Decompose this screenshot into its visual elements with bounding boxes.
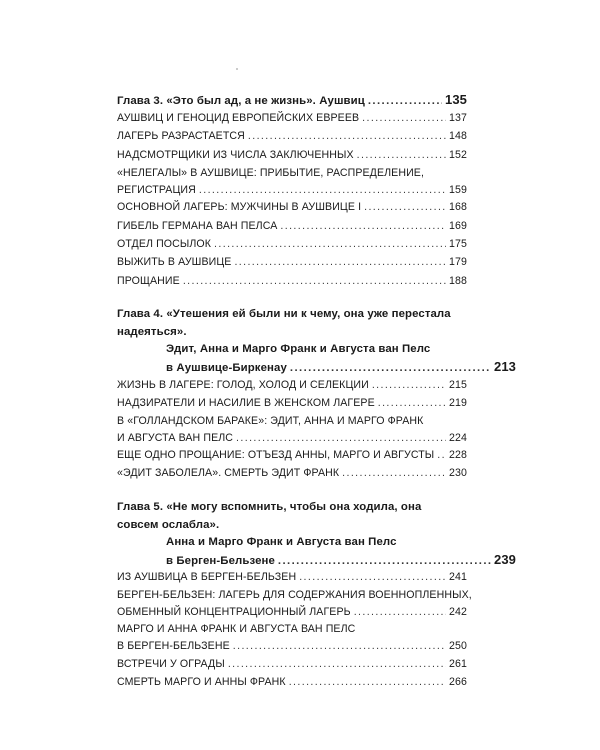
item-title: В БЕРГЕН-БЕЛЬЗЕНЕ xyxy=(117,640,230,652)
item-page: 224 xyxy=(449,432,467,444)
item-page: 137 xyxy=(449,112,467,124)
item-title: ВЫЖИТЬ В АУШВИЦЕ xyxy=(117,256,232,268)
dot-leader xyxy=(357,147,446,164)
toc-item xyxy=(117,621,467,655)
item-page: 159 xyxy=(449,184,467,196)
dot-leader xyxy=(372,377,446,394)
item-page: 241 xyxy=(449,571,467,583)
dot-leader xyxy=(364,199,446,216)
item-title: НАДЗИРАТЕЛИ И НАСИЛИЕ В ЖЕНСКОМ ЛАГЕРЕ xyxy=(117,397,375,409)
item-title: АУШВИЦ И ГЕНОЦИД ЕВРОПЕЙСКИХ ЕВРЕЕВ xyxy=(117,112,360,124)
toc-item xyxy=(117,199,467,216)
item-title-line1: БЕРГЕН-БЕЛЬЗЕН: ЛАГЕРЬ ДЛЯ СОДЕРЖАНИЯ ВОЕННОПЛЕННЫХ, xyxy=(117,589,472,601)
toc-item xyxy=(117,656,467,673)
item-page: 215 xyxy=(449,379,467,391)
item-title: ПРОЩАНИЕ xyxy=(117,275,180,287)
toc-item xyxy=(117,395,467,412)
item-title-line1: В «ГОЛЛАНДСКОМ БАРАКЕ»: ЭДИТ, АННА И МАРГО ФРАНК xyxy=(117,415,424,427)
dot-leader xyxy=(236,430,446,447)
toc-item xyxy=(117,236,467,253)
toc-item xyxy=(117,110,467,127)
item-title: И АВГУСТА ВАН ПЕЛС xyxy=(117,432,234,444)
toc-item xyxy=(117,165,467,199)
item-page: 179 xyxy=(449,256,467,268)
item-page: 219 xyxy=(449,397,467,409)
toc-item xyxy=(117,569,467,586)
chapter-5-subtitle xyxy=(117,533,516,570)
dot-leader xyxy=(354,604,446,621)
dot-leader xyxy=(368,92,442,110)
toc-item xyxy=(117,587,472,621)
dot-leader xyxy=(290,359,491,377)
dot-leader xyxy=(342,465,446,482)
item-page: 266 xyxy=(449,676,467,688)
item-title: ОСНОВНОЙ ЛАГЕРЬ: МУЖЧИНЫ В АУШВИЦЕ I xyxy=(117,201,362,213)
chapter-title-line2: надеяться». xyxy=(117,326,187,338)
dot-leader xyxy=(183,273,446,290)
page-speck xyxy=(236,68,238,70)
dot-leader xyxy=(278,552,491,570)
item-title: ИЗ АУШВИЦА В БЕРГЕН-БЕЛЬЗЕН xyxy=(117,571,297,583)
dot-leader xyxy=(248,128,446,145)
chapter-title: Глава 3. «Это был ад, а не жизнь». Аушвиц xyxy=(117,95,365,107)
item-title: СМЕРТЬ МАРГО И АННЫ ФРАНК xyxy=(117,676,286,688)
toc-item xyxy=(117,147,467,164)
item-page: 250 xyxy=(449,640,467,652)
toc-item xyxy=(117,218,467,235)
item-page: 188 xyxy=(449,275,467,287)
item-page: 261 xyxy=(449,658,467,670)
chapter-subtitle-line2: в Берген-Бельзене xyxy=(166,555,275,567)
item-title: ЛАГЕРЬ РАЗРАСТАЕТСЯ xyxy=(117,130,245,142)
dot-leader xyxy=(199,182,446,199)
chapter-3-heading xyxy=(117,91,467,110)
toc-item xyxy=(117,465,467,482)
item-title: ЕЩЕ ОДНО ПРОЩАНИЕ: ОТЪЕЗД АННЫ, МАРГО И АВГУСТЫ xyxy=(117,449,435,461)
dot-leader xyxy=(362,110,446,127)
dot-leader xyxy=(289,674,446,691)
toc-item xyxy=(117,413,467,447)
dot-leader xyxy=(437,447,446,464)
item-title: ВСТРЕЧИ У ОГРАДЫ xyxy=(117,658,225,670)
item-title: ЖИЗНЬ В ЛАГЕРЕ: ГОЛОД, ХОЛОД И СЕЛЕКЦИИ xyxy=(117,379,369,391)
dot-leader xyxy=(214,236,446,253)
chapter-page: 135 xyxy=(445,92,467,107)
chapter-4-subtitle xyxy=(117,340,516,377)
dot-leader xyxy=(228,656,446,673)
toc-item xyxy=(117,674,467,691)
item-page: 175 xyxy=(449,238,467,250)
chapter-4-heading xyxy=(117,305,467,341)
toc-item xyxy=(117,254,467,271)
item-page: 242 xyxy=(449,606,467,618)
chapter-5-heading xyxy=(117,498,467,534)
item-title: ОБМЕННЫЙ КОНЦЕНТРАЦИОННЫЙ ЛАГЕРЬ xyxy=(117,606,351,618)
item-page: 228 xyxy=(449,449,467,461)
dot-leader xyxy=(378,395,446,412)
item-title-line1: «НЕЛЕГАЛЫ» В АУШВИЦЕ: ПРИБЫТИЕ, РАСПРЕДЕЛЕНИЕ, xyxy=(117,167,425,179)
toc-item xyxy=(117,273,467,290)
chapter-title-line1: Глава 5. «Не могу вспомнить, чтобы она ходила, она xyxy=(117,501,422,513)
item-title-line1: МАРГО И АННА ФРАНК И АВГУСТА ВАН ПЕЛС xyxy=(117,623,356,635)
item-page: 168 xyxy=(449,201,467,213)
item-page: 169 xyxy=(449,220,467,232)
item-page: 148 xyxy=(449,130,467,142)
item-title: РЕГИСТРАЦИЯ xyxy=(117,184,196,196)
item-title: ОТДЕЛ ПОСЫЛОК xyxy=(117,238,212,250)
toc-item xyxy=(117,128,467,145)
item-page: 152 xyxy=(449,149,467,161)
chapter-title-line2: совсем ослабла». xyxy=(117,519,220,531)
chapter-subtitle-line1: Эдит, Анна и Марго Франк и Августа ван Пелс xyxy=(166,343,431,355)
dot-leader xyxy=(234,254,446,271)
chapter-subtitle-line1: Анна и Марго Франк и Августа ван Пелс xyxy=(166,536,397,548)
chapter-page: 213 xyxy=(494,359,516,374)
chapter-title-line1: Глава 4. «Утешения ей были ни к чему, она уже перестала xyxy=(117,308,451,320)
item-title: НАДСМОТРЩИКИ ИЗ ЧИСЛА ЗАКЛЮЧЕННЫХ xyxy=(117,149,354,161)
item-page: 230 xyxy=(449,467,467,479)
toc-item xyxy=(117,377,467,394)
dot-leader xyxy=(299,569,446,586)
item-title: «ЭДИТ ЗАБОЛЕЛА». СМЕРТЬ ЭДИТ ФРАНК xyxy=(117,467,340,479)
toc-item xyxy=(117,447,467,464)
item-title: ГИБЕЛЬ ГЕРМАНА ВАН ПЕЛСА xyxy=(117,220,278,232)
dot-leader xyxy=(280,218,446,235)
dot-leader xyxy=(233,638,446,655)
chapter-page: 239 xyxy=(494,552,516,567)
chapter-subtitle-line2: в Аушвице-Биркенау xyxy=(166,362,287,374)
